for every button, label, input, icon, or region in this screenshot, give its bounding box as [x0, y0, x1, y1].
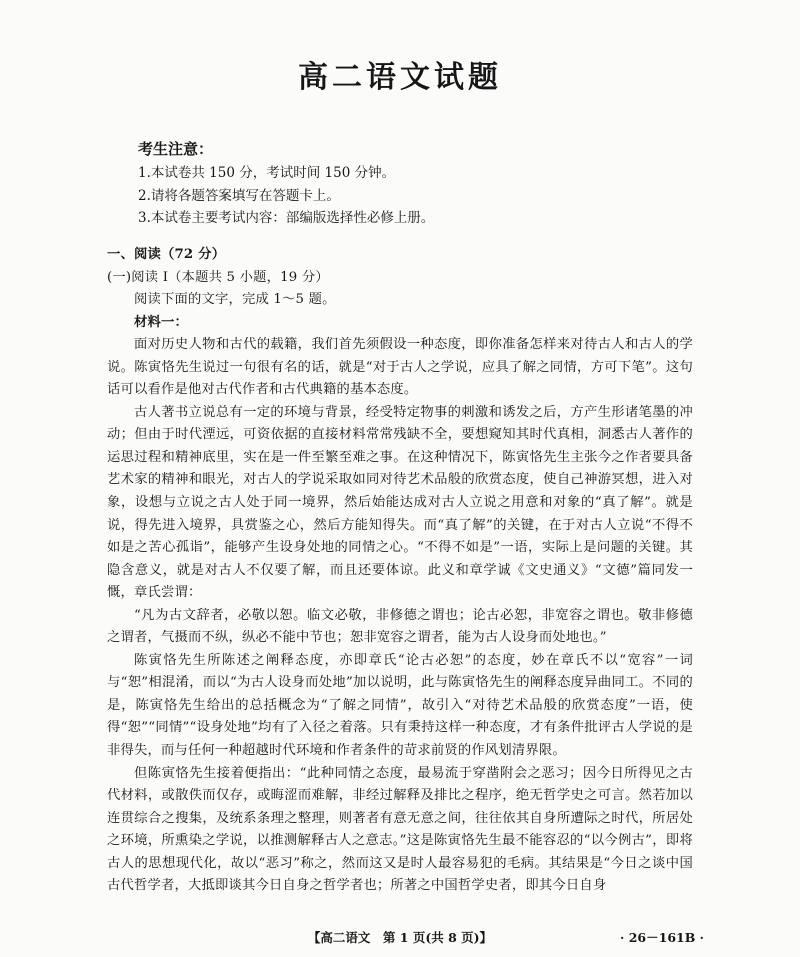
- paragraph: 面对历史人物和古代的载籍，我们首先须假设一种态度，即你准备怎样来对待古人和古人的学说。陈寅恪先生说过一句很有名的话，就是“对于古人之学说，应具了解之同情，方可下笔”。这句话可以看作是他对古代作者和古代典籍的基本态度。: [107, 337, 693, 398]
- paragraph: 但陈寅恪先生接着便指出：“此种同情之态度，最易流于穿凿附会之恶习；因今日所得见之古代材料，或散佚而仅存，或晦涩而难解，非经过解释及排比之程序，绝无哲学史之可言。然若加以连贯综合之搜集，及统系条理之整理，则著者有意无意之间，往往依其自身所遭际之时代，所居处之环境，所熏染之学说，以推测解释古人之意志。”这是陈寅恪先生最不能容忍的“以今例古”，即将古人的思想现代化，故以“恶习”称之，然而这又是时人最容易犯的毛病。其结果是“今日之谈中国古代哲学者，大抵即谈其今日自身之哲学者也；所著之中国哲学史者，即其今日自身: [107, 765, 693, 894]
- notice-heading: 考生注意：: [138, 140, 214, 158]
- paragraph: 古人著书立说总有一定的环境与背景，经受特定物事的刺激和诱发之后，方产生形诸笔墨的冲动；但由于时代湮远，可资依据的直接材料常常残缺不全，要想窥知其时代真相，洞悉古人著作的运思过程和精神底里，实在是一件至繁至难之事。在这种情况下，陈寅恪先生主张今之作者要具备艺术家的精神和眼光，对古人的学说采取如同对待艺术品般的欣赏态度，使自己神游冥想，进入对象，设想与立说之古人处于同一境界，然后始能达成对古人立说之用意和对象的“真了解”。就是说，得先进入境界，具赏鉴之心，然后方能知得失。而“真了解”的关键，在于对古人立说“不得不如是之苦心孤诣”，能够产生设身处地的同情之心。“不得不如是”一语，实际上是问题的关键。其隐含意义，就是对古人不仅要了解，而且还要体谅。此义和章学诚《文史通义》“文德”篇同发一慨，章氏尝谓：: [107, 404, 693, 601]
- material-label: 材料一：: [134, 314, 188, 330]
- section-heading: 一、阅读（72 分）: [107, 247, 226, 262]
- reading-section: [107, 244, 693, 898]
- section-subheading: (一)阅读 Ⅰ（本题共 5 小题，19 分）: [107, 269, 329, 285]
- exam-code: · 26－161B ·: [620, 930, 704, 945]
- page-title: 高二语文试题: [298, 60, 502, 95]
- notice-item: 1.本试卷共 150 分，考试时间 150 分钟。: [138, 165, 396, 181]
- quote-paragraph: “凡为古文辞者，必敬以恕。临文必敬，非修德之谓也；论古必恕，非宽容之谓也。敬非修德之谓者，气摄而不纵，纵必不能中节也；恕非宽容之谓者，能为古人设身而处地也。”: [107, 607, 693, 646]
- page-number: 【高二语文 第 1 页(共 8 页)】: [307, 930, 493, 945]
- notice-item: 2.请将各题答案填写在答题卡上。: [138, 187, 340, 204]
- notice-item: 3.本试卷主要考试内容：部编版选择性必修上册。: [138, 210, 435, 226]
- paragraph: 陈寅恪先生所陈述之阐释态度，亦即章氏“论古必恕”的态度，妙在章氏不以“宽容”一词与“恕”相混淆，而以“为古人设身而处地”加以说明，此与陈寅恪先生的阐释态度异曲同工。不同的是，陈寅恪先生给出的总括概念为“了解之同情”，故引入“对待艺术品般的欣赏态度”一语，使得“恕”“同情”“设身处地”均有了入径之着落。只有秉持这样一种态度，才有条件批评古人学说的是非得失，而与任何一种超越时代环境和作者条件的苛求前贤的作风划清界限。: [107, 652, 693, 759]
- notice-box: [138, 138, 698, 230]
- section-instruction: 阅读下面的文字，完成 1～5 题。: [134, 292, 336, 308]
